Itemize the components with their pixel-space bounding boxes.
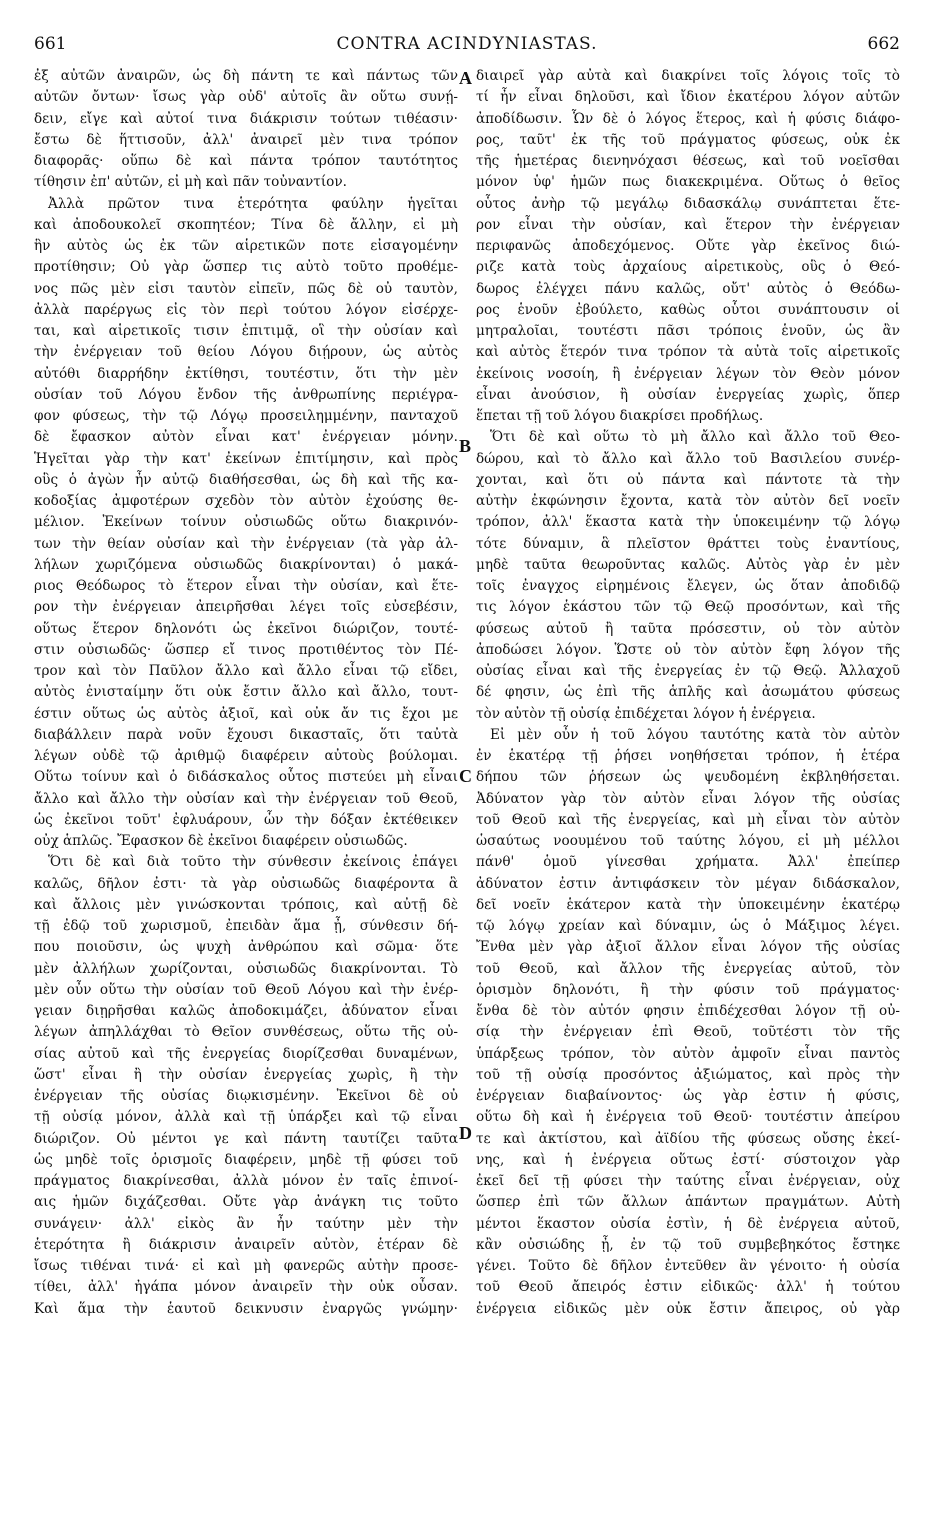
margin-marker-a: A bbox=[459, 68, 472, 88]
running-title: CONTRA ACINDYNIASTAS. bbox=[336, 34, 598, 54]
left-column-line: δειν, εἴγε καὶ αὐτοί τινα διάκρισιν τούτων τιθέασιν· bbox=[34, 110, 458, 127]
left-column-line: μέλιον. Ἐκείνων τοίνυν οὐσιωδῶς οὕτω διακρινόν- bbox=[34, 514, 458, 531]
left-column-line: ἄλλο καὶ ἄλλο τὴν οὐσίαν καὶ τὴν ἐνέργειαν τοῦ Θεοῦ, bbox=[34, 790, 458, 807]
left-column-line: αὐτὸς ἐνισταίμην ὅτι οὐκ ἔστιν ἄλλο καὶ ἄλλο, τουτ- bbox=[34, 684, 458, 701]
right-column-line: ἕπεται τῇ τοῦ λόγου διακρίσει προδήλως. bbox=[476, 408, 764, 424]
right-column-line: ἐκείνοις νοσοίη, ἢ ἐνέργειαν λέγων τὸν Θεὸν μόνον bbox=[476, 365, 900, 382]
left-column-line: διαβάλλειν παρὰ νοῦν ἔχουσι δικασταῖς, ὅτι ταὐτὰ bbox=[34, 726, 458, 743]
right-column-line: Ὅτι δὲ καὶ οὕτω τὸ μὴ ἄλλο καὶ ἄλλο τοῦ Θεο- bbox=[490, 429, 900, 446]
left-page-number: 661 bbox=[34, 34, 67, 54]
left-column-line: μὲν οὖν οὕτω τὴν οὐσίαν τοῦ Θεοῦ Λόγου καὶ τὴν ἐνέρ- bbox=[34, 981, 458, 998]
left-column-line: καλῶς, δῆλον ἐστι· τὰ γὰρ οὐσιωδῶς διαφέροντα ἃ bbox=[34, 875, 458, 892]
left-column-line: ἐνέργειαν τῆς οὐσίας διῳκισμένην. Ἐκεῖνοι δὲ οὐ bbox=[34, 1088, 458, 1104]
left-column-line: συνάγειν· ἀλλ' εἰκὸς ἂν ἦν ταύτην μὲν τὴν bbox=[34, 1215, 458, 1232]
right-column-line: τὸν αὐτὸν τῇ οὐσίᾳ ἐπιδέχεται λόγον ἡ ἐνέργεια. bbox=[476, 705, 816, 722]
left-column-line: οὓς ὁ ἀγὼν ἦν αὐτῷ διαθήσεσθαι, ὡς δὴ καὶ τῆς κα- bbox=[34, 471, 458, 488]
right-column-line: ἐνέργειαν διαβαίνοντος· ὡς γὰρ ἐστιν ἡ φύσις, bbox=[476, 1088, 900, 1104]
right-column-line: τοῦ Θεοῦ, καὶ ἄλλον τῆς ἐνεργείας αὐτοῦ, τὸν bbox=[476, 960, 900, 977]
right-column-line: ἐν ἑκατέρᾳ τῇ ῥήσει νοηθήσεται τρόπον, ἡ ἑτέρα bbox=[476, 748, 900, 764]
right-column-line: ὥσπερ ἐπὶ τῶν ἄλλων ἁπάντων πραγμάτων. Αὐτὴ bbox=[476, 1194, 900, 1211]
right-column-line: ρος, ταῦτ' ἐκ τῆς τοῦ πράγματος φύσεως, οὐκ ἐκ bbox=[476, 131, 900, 148]
left-column-line: Ἀλλὰ πρῶτον τινα ἑτερότητα φαύλην ἡγεῖται bbox=[48, 195, 458, 212]
right-column-line: Εἰ μὲν οὖν ἡ τοῦ λόγου ταυτότης κατὰ τὸν αὐτὸν bbox=[490, 726, 900, 743]
right-column-line: Ἔνθα μὲν γὰρ ἀξιοῖ ἄλλον εἶναι λόγον τῆς οὐσίας bbox=[476, 939, 900, 956]
margin-marker-d: D bbox=[459, 1123, 472, 1143]
left-column-line: ὡς μηδὲ τοῖς ὁρισμοῖς διαφέρειν, μηδὲ τῇ φύσει τοῦ bbox=[34, 1151, 458, 1168]
right-column-line: δώρου, καὶ τὸ ἄλλο καὶ ἄλλο τοῦ Βασιλείου συνέρ- bbox=[476, 450, 900, 467]
left-column-line: αὐτόθι διαρρήδην ἐκτίθησι, τουτέστιν, ὅτι τὴν μὲν bbox=[34, 365, 458, 382]
right-column-line: τις λόγον ἑκάστου τῶν τῷ Θεῷ προσόντων, καὶ τῆς bbox=[476, 599, 900, 616]
left-column-line: διώριζον. Οὐ μέντοι γε καὶ πάντη ταυτίζει ταῦτα bbox=[34, 1130, 458, 1147]
right-column-line: ἀδύνατον ἐστιν ἀντιφάσκειν τὸν μέγαν διδάσκαλον, bbox=[476, 875, 900, 892]
left-column-line: τίθησιν ἐπ' αὐτῶν, εἰ μὴ καὶ πᾶν τοὐναντίον. bbox=[34, 174, 347, 191]
right-column-line: ριζε κατὰ τοὺς ἀρχαίους αἱρετικοὺς, οὓς ὁ Θεό- bbox=[476, 259, 900, 276]
right-column-line: δήπου τῶν ῥήσεων ὡς ψευδομένη ἐκβληθήσεται. bbox=[476, 769, 900, 786]
left-column-line: τῇ οὐσίᾳ μόνον, ἀλλὰ καὶ τῇ ὑπάρξει καὶ τῷ εἶναι bbox=[34, 1109, 458, 1126]
right-column-line: περιφανῶς ἀποδεχόμενος. Οὔτε γὰρ ἐκεῖνος διώ- bbox=[476, 238, 900, 254]
left-column-line: οὕτως ἕτερον δηλονότι ὡς ἐκεῖνοι διώριζον, τουτέ- bbox=[34, 620, 458, 637]
right-column-line: ρον εἶναι τὴν οὐσίαν, καὶ ἕτερον τὴν ἐνέργειαν bbox=[476, 216, 900, 233]
right-column-line: δωρος ἐλέγχει πάνυ καλῶς, οὔτ' αὐτὸς ὁ Θεόδω- bbox=[476, 280, 900, 297]
right-column-line: αὐτὴν ἐκφώνησιν ἔχοντα, κατὰ τὸν αὐτὸν δεῖ νοεῖν bbox=[476, 493, 900, 509]
left-column-line: ὥστ' εἶναι ἢ τὴν οὐσίαν ἐνεργείας χωρὶς, ἢ τὴν bbox=[34, 1066, 458, 1083]
right-column-line: ὁρισμὸν δηλονότι, ἢ τὴν φύσιν τοῦ πράγματος· bbox=[476, 981, 900, 998]
right-column-line: ἐνέργεια εἰδικῶς μὲν οὐκ ἔστιν ἄπειρος, οὐ γὰρ bbox=[476, 1300, 900, 1317]
right-column-line: διαιρεῖ γὰρ αὐτὰ καὶ διακρίνει τοῖς λόγοις τοῖς τὸ bbox=[476, 68, 900, 84]
left-column-line: καὶ ἄλλοις μὲν γινώσκονται τρόποις, καὶ αὐτῇ δὲ bbox=[34, 896, 458, 913]
margin-marker-b: B bbox=[459, 436, 472, 456]
left-column-line: ἐξ αὐτῶν ἀναιρῶν, ὡς δὴ πάντη τε καὶ πάντως τῶν bbox=[34, 68, 458, 84]
left-column-line: μὲν ἀλλήλων χωρίζονται, οὐσιωδῶς διακρίνονται. Τὸ bbox=[34, 960, 458, 977]
left-column-line: λέγων ἀπηλλάχθαι τὸ Θεῖον συνθέσεως, οὕτω τῆς οὐ- bbox=[34, 1024, 458, 1041]
left-column-line: ἑτερότητα ἢ διάκρισιν ἀναιρεῖν αὐτὸν, ἑτέραν δὲ bbox=[34, 1236, 458, 1253]
right-text-column bbox=[476, 66, 900, 1320]
right-column-line: τῆς ἡμετέρας διενηνόχασι θέσεως, καὶ τοῦ νοεῖσθαι bbox=[476, 153, 900, 169]
left-column-line: δὲ ἔφασκον αὐτὸν εἶναι κατ' ἐνέργειαν μόνην. bbox=[34, 429, 458, 446]
right-column-line: δεῖ νοεῖν ἑκάτερον κατὰ τὴν ὑποκειμένην ἑκατέρῳ bbox=[476, 896, 900, 913]
left-column-line: διαφορᾶς· οὕπω δὲ καὶ πάντα τρόπον ταυτότητος bbox=[34, 153, 458, 169]
left-column-line: των τὴν θείαν οὐσίαν καὶ τὴν ἐνέργειαν (τὰ γὰρ ἀλ- bbox=[34, 535, 458, 552]
left-column-line: ρον τὴν ἐνέργειαν ἀπειρῆσθαι λέγει τοῖς εὐσεβέσιν, bbox=[34, 599, 458, 616]
right-column-line: Ἀδύνατον γὰρ τὸν αὐτὸν εἶναι λόγον τῆς οὐσίας bbox=[476, 790, 900, 807]
left-column-line: προτίθησιν; Οὐ γὰρ ὥσπερ τις αὐτὸ τοῦτο προθέμε- bbox=[34, 259, 458, 276]
right-column-line: γένει. Τοῦτο δὲ δῆλον ἐντεῦθεν ἂν γένοιτο· ἡ οὐσία bbox=[476, 1258, 900, 1274]
left-column-line: λέγων οὐδὲ τῷ ἀριθμῷ διαφέρειν αὐτοὺς βούλομαι. bbox=[34, 748, 458, 764]
left-column-line: καὶ ἀποδουκολεῖ σκοπητέον; Τίνα δὲ ἄλλην, εἰ μὴ bbox=[34, 216, 458, 233]
right-column-line: τε καὶ ἀκτίστου, καὶ ἀϊδίου τῆς φύσεως οὔσης ἐκεί- bbox=[476, 1130, 900, 1147]
right-column-line: ρος ἑνοῦν ἐβούλετο, καθὼς οὗτοι συνάπτουσιν οἱ bbox=[476, 301, 900, 318]
right-column-line: τοῦ Θεοῦ ἄπειρός ἐστιν εἰδικῶς· ἀλλ' ἡ τούτου bbox=[476, 1279, 900, 1296]
left-column-line: τρον καὶ τὸν Παῦλον ἄλλο καὶ ἄλλο εἶναι τῷ εἴδει, bbox=[34, 663, 458, 679]
left-column-line: ἣν αὐτὸς ὡς ἐκ τῶν αἱρετικῶν ποτε εἰσαγομένην bbox=[34, 238, 458, 254]
right-column-line: χονται, καὶ ὅτι οὐ πάντα καὶ πάντοτε τὰ τὴν bbox=[476, 471, 900, 488]
left-column-line: Οὕτω τοίνυν καὶ ὁ διδάσκαλος οὗτος πιστεύει μὴ εἶναι bbox=[34, 769, 458, 786]
right-column-line: εἶναι ἀνούσιον, ἢ οὐσίαν ἐνεργείας χωρὶς, ὅπερ bbox=[476, 386, 900, 403]
left-column-line: ἴσως τιθέναι τινά· εἰ καὶ μὴ φανερῶς αὐτὴν προσε- bbox=[34, 1258, 458, 1274]
left-column-line: ριος Θεόδωρος τὸ ἕτερον εἶναι τὴν οὐσίαν, καὶ ἕτε- bbox=[34, 578, 458, 594]
left-column-line: ἀλλὰ παρέργως εἰς τὸν περὶ τούτου λόγον εἰσέρχε- bbox=[34, 301, 458, 318]
left-column-line: τὴν ἐνέργειαν τοῦ θείου Λόγου διῄρουν, ὡς αὐτὸς bbox=[34, 344, 458, 361]
right-column-line: ἀποδίδωσιν. Ὧν δὲ ὁ λόγος ἕτερος, καὶ ἡ φύσις διάφο- bbox=[476, 110, 900, 127]
left-column-line: αὐτῶν ὄντων· ἴσως γὰρ οὐδ' αὐτοῖς ἂν οὕτω συνῄ- bbox=[34, 89, 458, 106]
right-column-line: καὶ αὐτὸς ἕτερόν τινα τρόπον τὰ αὐτὰ τοῖς αἱρετικοῖς bbox=[476, 344, 900, 361]
left-column-line: έστιν οὕτως ὡς αὐτὸς ἀξιοῖ, καὶ οὐκ ἄν τις ἔχοι με bbox=[34, 705, 458, 722]
left-column-line: ἔστω δὲ ἥττισοῦν, ἀλλ' ἀναιρεῖ μὲν τινα τρόπον bbox=[34, 131, 458, 148]
right-column-line: νης, καὶ ἡ ἐνέργεια οὕτως ἐστί· σύστοιχον γὰρ bbox=[476, 1151, 900, 1168]
right-column-line: οὕτω δὴ καὶ ἡ ἐνέργεια τοῦ Θεοῦ· τουτέστιν ἀπείρου bbox=[476, 1109, 900, 1126]
right-column-line: οὐσίας εἶναι καὶ τῆς ἐνεργείας ἐν τῷ Θεῷ. Ἀλλαχοῦ bbox=[476, 663, 900, 679]
left-column-line: κοδοξίας ἀμφοτέρων σχεδὸν τὸν αὐτὸν ἐχούσης θε- bbox=[34, 493, 458, 509]
right-column-line: πάνθ' ὁμοῦ γίνεσθαι χρήματα. Ἀλλ' ἐπείπερ bbox=[476, 854, 900, 871]
right-column-line: ὡσαύτως νοουμένου τοῦ ταύτης λόγου, εἰ μὴ μέλλοι bbox=[476, 833, 900, 849]
left-text-column bbox=[34, 66, 458, 1320]
running-header bbox=[34, 30, 900, 56]
right-column-line: τῷ λόγῳ χρείαν καὶ δύναμιν, ὡς ὁ Μάξιμος λέγει. bbox=[476, 918, 900, 934]
right-column-line: τοῦ Θεοῦ καὶ τῆς ἐνεργείας, καὶ μὴ εἶναι τὸν αὐτὸν bbox=[476, 811, 900, 828]
margin-marker-c: C bbox=[459, 766, 472, 786]
left-column-line: Ὅτι δὲ καὶ διὰ τοῦτο τὴν σύνθεσιν ἐκείνοις ἐπάγει bbox=[48, 854, 458, 871]
left-column-line: ὡς ἐκεῖνοι τοῦτ' ἐφλυάρουν, ὧν τὴν δόξαν ἐκτέθεικεν bbox=[34, 811, 458, 828]
right-column-line: τοῦ τῇ οὐσίᾳ προσόντος ἀξιώματος, καὶ πρὸς τὴν bbox=[476, 1066, 900, 1083]
left-column-line: οὐχ ἁπλῶς. Ἔφασκον δὲ ἐκεῖνοι διαφέρειν οὐσιωδῶς. bbox=[34, 833, 408, 849]
left-column-line: αις ἡμῶν διχάζεσθαι. Οὔτε γὰρ ἀνάγκη τις τοῦτο bbox=[34, 1194, 458, 1211]
left-column-line: γειαν διῃρῆσθαι καλῶς ἀποδοκιμάζει, ἀδύνατον εἶναι bbox=[34, 1003, 458, 1019]
left-column-line: που ποιοῦσιν, ὡς ψυχὴ ἀνθρώπου καὶ σῶμα· ὅτε bbox=[34, 939, 458, 956]
left-column-line: ται, καὶ αἱρετικοῖς τισιν ἐπιτιμᾷ, οἳ τὴν οὐσίαν καὶ bbox=[34, 323, 458, 339]
right-column-line: δέ φησιν, ὡς ἐπὶ τῆς ἁπλῆς καὶ ἀσωμάτου φύσεως bbox=[476, 684, 900, 701]
right-column-line: μόνον ὑφ' ἡμῶν πως διακεκριμένα. Οὕτως ὁ θεῖος bbox=[476, 174, 900, 191]
left-column-line: πράγματος διακρίνεσθαι, ἀλλὰ μόνον ἐν ταῖς ἐπινοί- bbox=[34, 1173, 458, 1189]
right-column-line: σίᾳ τὴν ἐνέργειαν ἐπὶ Θεοῦ, τοῦτέστι τὸν τῆς bbox=[476, 1024, 900, 1041]
right-column-line: ἀποδώσει λόγον. Ὥστε οὐ τὸν αὐτὸν ἔφη λόγον τῆς bbox=[476, 641, 900, 658]
left-column-line: οὐσίαν τοῦ Λόγου ἔνδον τῆς ἀνθρωπίνης περιέγρα- bbox=[34, 386, 458, 403]
left-column-line: φον φύσεως, τὴν τῷ Λόγῳ προσειλημμένην, πανταχοῦ bbox=[34, 408, 458, 424]
left-column-line: στιν οὐσιωδῶς· ὥσπερ εἴ τινος προτιθέντος τὸν Πέ- bbox=[34, 641, 458, 658]
right-page-number: 662 bbox=[867, 34, 900, 54]
right-column-line: ἐκεῖ δεῖ τῇ φύσει τὴν ταύτης εἶναι ἐνέργειαν, οὐχ bbox=[476, 1173, 900, 1189]
left-column-line: Καὶ ἅμα τὴν ἑαυτοῦ δεικνυσιν ἐναργῶς γνώμην· bbox=[34, 1300, 458, 1317]
left-column-line: τῇ ἐδῷ τοῦ χωρισμοῦ, ἐπειδὰν ἅμα ᾖ, σύνθεσιν δή- bbox=[34, 918, 458, 934]
right-column-line: ὑπάρξεως τρόπον, τὸν αὐτὸν ἀμφοῖν εἶναι παντὸς bbox=[476, 1045, 900, 1062]
right-column-line: μηδὲ ταῦτα θεωροῦντας καλῶς. Αὐτὸς γὰρ ἐν μὲν bbox=[476, 556, 900, 573]
right-column-line: τρόπον, ἀλλ' ἕκαστα κατὰ τὴν ὑποκειμένην τῷ λόγῳ bbox=[476, 514, 900, 531]
right-column-line: τοῖς ἐναγχος εἰρημένοις ἔλεγεν, ὡς ὅταν ἀποδιδῷ bbox=[476, 578, 900, 594]
right-column-line: τότε δύναμιν, ἃ πλεῖστον θράττει τοὺς ἐναντίους, bbox=[476, 535, 900, 552]
right-column-line: μητραλοῖαι, τουτέστι πᾶσι τρόποις ἑνοῦν, ὡς ἂν bbox=[476, 323, 900, 339]
right-column-line: ἔνθα δὲ τὸν αὐτόν φησιν ἐπιδέχεσθαι λόγον τῇ οὐ- bbox=[476, 1003, 900, 1019]
left-column-line: λήλων χωριζόμενα οὐσιωδῶς διακρίνονται) ὁ μακά- bbox=[34, 556, 458, 573]
right-column-line: οὗτος ἀνὴρ τῷ μεγάλῳ διδασκάλῳ συνάπτεται ἕτε- bbox=[476, 195, 900, 212]
right-column-line: κἂν οὐσιώδης ᾖ, ἐν τῷ τοῦ συμβεβηκότος ἔστηκε bbox=[476, 1236, 900, 1253]
left-column-line: Ἡγεῖται γὰρ τὴν κατ' ἐκείνων ἐπιτίμησιν, καὶ πρὸς bbox=[34, 450, 458, 467]
left-column-line: σίας αὐτοῦ καὶ τῆς ἐνεργείας διορίζεσθαι δυναμένων, bbox=[34, 1045, 458, 1062]
right-column-line: τί ἦν εἶναι δηλοῦσι, καὶ ἴδιον ἑκατέρου λόγον αὐτῶν bbox=[476, 89, 900, 106]
right-column-line: μέντοι ἕκαστον οὐσία ἐστὶν, ἡ δὲ ἐνέργεια αὐτοῦ, bbox=[476, 1215, 900, 1232]
right-column-line: φύσεως αὐτοῦ ἢ ταῦτα πρόσεστιν, οὐ τὸν αὐτὸν bbox=[476, 620, 900, 637]
left-column-line: νος πῶς μὲν εἰσι ταυτὸν εἰπεῖν, πῶς δὲ οὐ ταυτὸν, bbox=[34, 280, 458, 297]
left-column-line: τίθει, ἀλλ' ἠγάπα μόνον ἀναιρεῖν τὴν οὐκ οὖσαν. bbox=[34, 1279, 458, 1296]
